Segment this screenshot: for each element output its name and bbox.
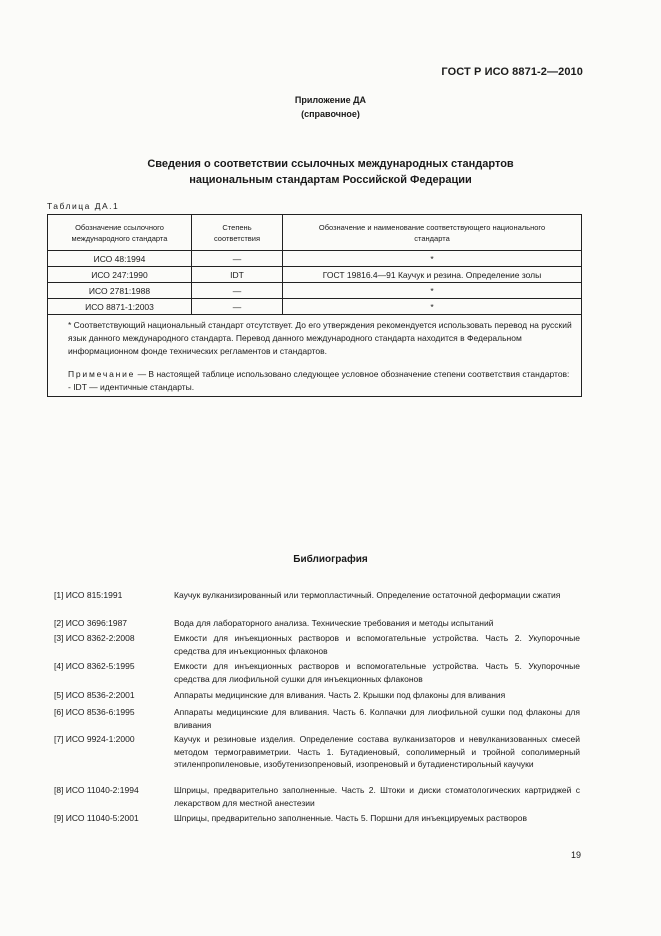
table-note-row — [48, 315, 582, 397]
appendix-subtitle: (справочное) — [301, 109, 360, 119]
note-item: - IDT — идентичные стандарты. — [68, 382, 195, 392]
bib-text: Каучук и резиновые изделия. Определение состава вулканизаторов и невулканизованных смесей методом термогравиметрии. Часть 1. Бутадиеновый, сополимерный и тройной сополимерный этиленпропиленовые, изобутенизопреновый, изопреновый и бутадиенстирольный каучуки — [174, 734, 580, 769]
cell-national: * — [283, 283, 582, 299]
cell-degree: — — [192, 251, 283, 267]
bib-ref: [8] ИСО 11040-2:1994 — [54, 785, 139, 795]
bib-text: Аппараты медицинские для вливания. Часть 2. Крышки под флаконы для вливания — [174, 690, 506, 700]
cell-degree: — — [192, 299, 283, 315]
page-number: 19 — [570, 850, 581, 860]
cell-national: ГОСТ 19816.4—91 Каучук и резина. Определение золы — [283, 267, 582, 283]
bib-text: Емкости для инъекционных растворов и вспомогательные устройства. Часть 5. Укупорочные средства для лиофильной сушки для инъекционных флаконов — [174, 661, 580, 684]
bib-text: Шприцы, предварительно заполненные. Часть 2. Штоки и диски стоматологических картриджей с лекарством для местной анестезии — [174, 785, 580, 808]
column-header-national: Обозначение и наименование соответствующего национального стандарта — [283, 215, 582, 251]
bib-ref: [3] ИСО 8362-2:2008 — [54, 633, 135, 643]
note-label: Примечание — [68, 369, 136, 379]
bibliography-item — [54, 617, 580, 630]
note-text: — В настоящей таблице использовано следующее условное обозначение степени соответствия стандартов: — [135, 369, 570, 379]
bib-text: Шприцы, предварительно заполненные. Часть 5. Поршни для инъекцируемых растворов — [174, 813, 527, 823]
table-row — [48, 267, 582, 283]
bib-ref: [9] ИСО 11040-5:2001 — [54, 813, 139, 823]
appendix-title: Приложение ДА — [294, 95, 367, 105]
bibliography-item — [54, 689, 580, 702]
bib-ref: [7] ИСО 9924-1:2000 — [54, 734, 135, 744]
section-title-line2: национальным стандартам Российской Федерации — [189, 174, 472, 186]
bib-text: Емкости для инъекционных растворов и вспомогательные устройства. Часть 2. Укупорочные средства для инъекционных флаконов — [174, 633, 580, 656]
table-header-row — [48, 215, 582, 251]
bibliography-title: Библиография — [293, 554, 368, 565]
bib-ref: [2] ИСО 3696:1987 — [54, 618, 128, 628]
table-footnote: * Соответствующий национальный стандарт отсутствует. До его утверждения рекомендуется использовать перевод на русский язык данного международного стандарта. Перевод данного международного стандарта находится в Федеральном информационном фонде технических регламентов и стандартов. — [68, 320, 572, 356]
bib-text: Вода для лабораторного анализа. Технические требования и методы испытаний — [174, 618, 494, 628]
column-header-reference: Обозначение ссылочного международного стандарта — [48, 215, 192, 251]
bib-ref: [6] ИСО 8536-6:1995 — [54, 707, 135, 717]
cell-degree: — — [192, 283, 283, 299]
bibliography-item — [54, 733, 580, 771]
bibliography-item — [54, 812, 580, 825]
bibliography-item — [54, 589, 580, 602]
table-row — [48, 299, 582, 315]
cell-reference: ИСО 8871-1:2003 — [48, 299, 192, 315]
cell-reference: ИСО 48:1994 — [48, 251, 192, 267]
document-header-id: ГОСТ Р ИСО 8871-2—2010 — [441, 66, 583, 78]
bibliography-item — [54, 632, 580, 657]
table-label: Таблица ДА.1 — [47, 201, 120, 211]
bibliography-item — [54, 784, 580, 809]
cell-degree: IDT — [192, 267, 283, 283]
bibliography-item — [54, 706, 580, 731]
cell-reference: ИСО 2781:1988 — [48, 283, 192, 299]
table-notes — [48, 315, 582, 397]
bib-text: Каучук вулканизированный или термопластичный. Определение остаточной деформации сжатия — [174, 590, 561, 600]
table-row — [48, 251, 582, 267]
correspondence-table — [47, 214, 582, 397]
column-header-degree: Степень соответствия — [192, 215, 283, 251]
table-note — [68, 368, 575, 381]
cell-national: * — [283, 299, 582, 315]
bib-ref: [5] ИСО 8536-2:2001 — [54, 690, 135, 700]
cell-national: * — [283, 251, 582, 267]
bib-text: Аппараты медицинские для вливания. Часть 6. Колпачки для лиофильной сушки под флаконы для вливания — [174, 707, 580, 730]
section-title-line1: Сведения о соответствии ссылочных международных стандартов — [147, 158, 514, 170]
table-row — [48, 283, 582, 299]
bibliography-item — [54, 660, 580, 685]
cell-reference: ИСО 247:1990 — [48, 267, 192, 283]
bib-ref: [1] ИСО 815:1991 — [54, 590, 123, 600]
bib-ref: [4] ИСО 8362-5:1995 — [54, 661, 135, 671]
